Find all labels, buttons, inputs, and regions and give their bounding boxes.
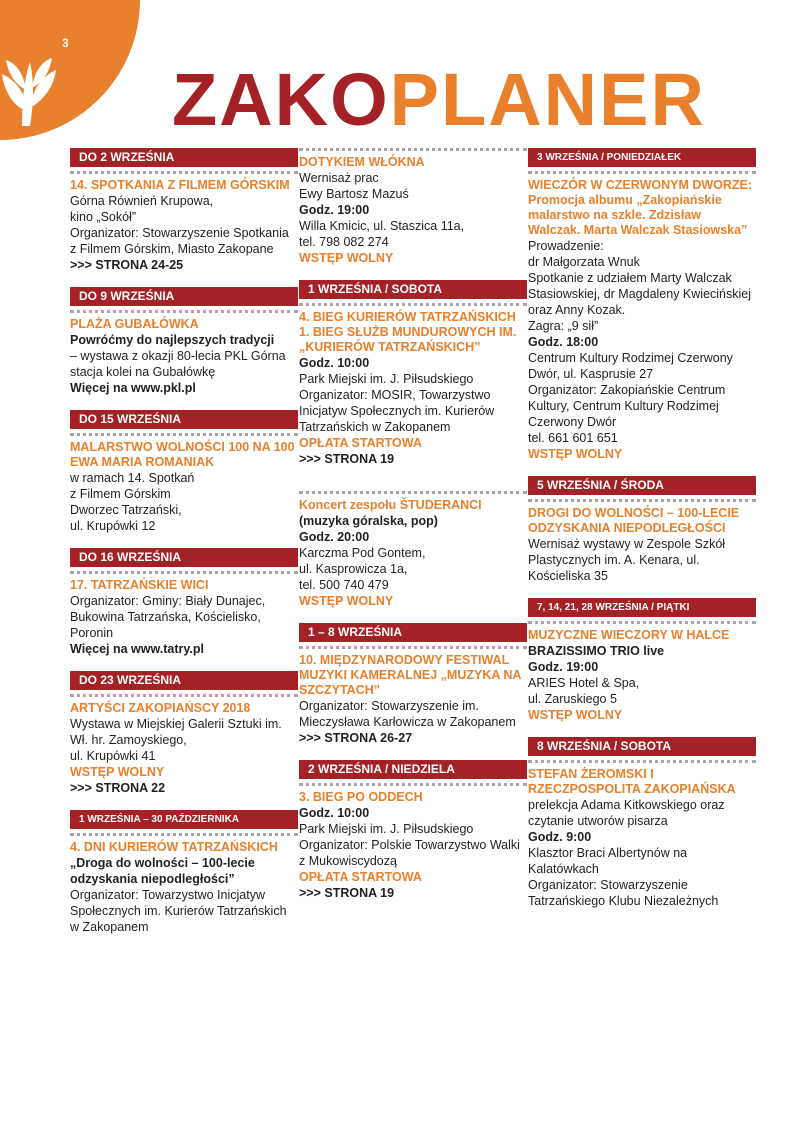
event [70,176,298,279]
event [70,699,298,802]
dotted-divider [528,621,756,624]
event [70,438,298,540]
column-3 [528,140,756,915]
event [528,765,756,915]
event-title: 4. DNI KURIERÓW TATRZAŃSKICH [70,840,278,854]
dotted-divider [299,783,527,786]
date-header: 1 – 8 WRZEŚNIA [299,623,527,642]
event-line: ul. Kasprowicza 1a, [299,562,408,576]
dotted-divider [70,171,298,174]
dotted-divider [528,499,756,502]
page-reference: >>> STRONA 19 [299,452,395,466]
dotted-divider [70,433,298,436]
event-title: ARTYŚCI ZAKOPIAŃSCY 2018 [70,701,251,715]
event-phone: tel. 798 082 274 [299,235,389,249]
admission-info: WSTĘP WOLNY [299,594,394,608]
event [528,504,756,590]
event [299,153,527,272]
event-time: Godz. 10:00 [299,806,370,820]
page-reference: >>> STRONA 26-27 [299,731,413,745]
event-line: Górna Równień Krupowa, [70,194,214,208]
event-phone: tel. 661 601 651 [528,431,618,445]
event [70,838,298,941]
event-line: Organizator: MOSIR, Towarzystwo Inicjatyw Społecznych im. Kurierów Tatrzańskich w Zakopanem [299,388,495,434]
corner-decoration [0,0,140,140]
event [528,626,756,729]
more-info-link[interactable]: Więcej na www.tatry.pl [70,642,204,656]
event-subtitle: BRAZISSIMO TRIO live [528,644,665,658]
event-line: Wernisaż wystawy w Zespole Szkół Plastycznych im. A. Kenara, ul. Kościeliska 35 [528,537,726,583]
dotted-divider [70,694,298,697]
event-line: Ewy Bartosz Mazuś [299,187,409,201]
event-time: Godz. 20:00 [299,530,370,544]
date-header: 2 WRZEŚNIA / NIEDZIELA [299,760,527,779]
dotted-divider [299,491,527,494]
date-header: 3 WRZEŚNIA / PONIEDZIAŁEK [528,148,756,167]
event-time: Godz. 18:00 [528,335,599,349]
zakoplaner-logo [172,60,706,140]
admission-info: WSTĘP WOLNY [70,765,165,779]
event-line: Willa Kmicic, ul. Staszica 11a, [299,219,465,233]
event-line: kino „Sokół” [70,210,136,224]
event-line: Klasztor Braci Albertynów na Kalatówkach [528,846,688,876]
event-title: DOTYKIEM WŁÓKNA [299,155,425,169]
event-line: Zagra: „9 sił” [528,319,599,333]
dotted-divider [70,310,298,313]
event-line: Organizator: Stowarzyszenie Spotkania z Filmem Górskim, Miasto Zakopane [70,226,289,256]
event-subtitle: „Droga do wolności – 100-lecie odzyskania niepodległości” [70,856,255,886]
event-title: WIECZÓR W CZERWONYM DWORZE: Promocja albumu „Zakopiańskie malarstwo na szkle. Zdzisław Walczak. Marta Walczak Stasiowska” [528,178,753,237]
event-line: Organizator: Stowarzyszenie im. Mieczysława Karłowicza w Zakopanem [299,699,516,729]
event-line: – wystawa z okazji 80-lecia PKL Górna stacja kolei na Gubałówkę [70,349,286,379]
event-line: Spotkanie z udziałem Marty Walczak Stasiowskiej, dr Magdaleny Kwiecińskiej oraz Anny Kozak. [528,271,752,317]
event-title: 3. BIEG PO ODDECH [299,790,423,804]
event-line: prelekcja Adama Kitkowskiego oraz czytanie utworów pisarza [528,798,725,828]
event [70,315,298,402]
event-title: 14. SPOTKANIA Z FILMEM GÓRSKIM [70,178,290,192]
date-header: 1 WRZEŚNIA / SOBOTA [299,280,527,299]
dotted-divider [299,303,527,306]
event-title: STEFAN ŻEROMSKI I RZECZPOSPOLITA ZAKOPIAŃSKA [528,767,736,796]
date-header: DO 23 WRZEŚNIA [70,671,298,690]
page-reference: >>> STRONA 24-25 [70,258,184,272]
event-time: Godz. 9:00 [528,830,592,844]
event [528,176,756,468]
event-line: dr Małgorzata Wnuk [528,255,640,269]
event [299,308,527,473]
event-line: Karczma Pod Gontem, [299,546,426,560]
event-line: ARIES Hotel & Spa, [528,676,640,690]
event-line: Wystawa w Miejskiej Galerii Sztuki im. Wł. hr. Zamoyskiego, [70,717,282,747]
column-1 [70,140,298,941]
logo-part-planer: PLANER [389,58,706,141]
event-line: Organizator: Gminy: Biały Dunajec, Bukowina Tatrzańska, Kościelisko, Poronin [70,594,266,640]
page-reference: >>> STRONA 19 [299,886,395,900]
dotted-divider [528,760,756,763]
event-time: Godz. 10:00 [299,356,370,370]
date-header: DO 15 WRZEŚNIA [70,410,298,429]
date-header: 7, 14, 21, 28 WRZEŚNIA / PIĄTKI [528,598,756,617]
event-line: Park Miejski im. J. Piłsudskiego [299,822,474,836]
event [70,576,298,663]
dotted-divider [70,571,298,574]
event-line: ul. Krupówki 41 [70,749,156,763]
date-header: 8 WRZEŚNIA / SOBOTA [528,737,756,756]
event-line: Organizator: Towarzystwo Inicjatyw Społecznych im. Kurierów Tatrzańskich w Zakopanem [70,888,287,934]
dotted-divider [528,171,756,174]
event-time: Godz. 19:00 [299,203,370,217]
date-header: DO 9 WRZEŚNIA [70,287,298,306]
event-line: Park Miejski im. J. Piłsudskiego [299,372,474,386]
admission-info: WSTĘP WOLNY [528,447,623,461]
date-header: DO 2 WRZEŚNIA [70,148,298,167]
admission-info: WSTĘP WOLNY [299,251,394,265]
admission-info: WSTĘP WOLNY [528,708,623,722]
event [299,651,527,752]
admission-info: OPŁATA STARTOWA [299,436,422,450]
event-line: Organizator: Polskie Towarzystwo Walki z Mukowiscydozą [299,838,520,868]
date-header: DO 16 WRZEŚNIA [70,548,298,567]
page-number: 3 [62,36,69,50]
event-line: z Filmem Górskim [70,487,171,501]
event-line: ul. Krupówki 12 [70,519,156,533]
logo-part-zako: ZAKO [172,58,390,141]
column-2 [299,140,527,907]
event-title: 17. TATRZAŃSKIE WICI [70,578,209,592]
event-line: Wernisaż prac [299,171,379,185]
date-header: 1 WRZEŚNIA – 30 PAŹDZIERNIKA [70,810,298,829]
admission-info: OPŁATA STARTOWA [299,870,422,884]
event [299,496,527,615]
event-time: Godz. 19:00 [528,660,599,674]
event-title: PLAŻA GUBAŁÓWKA [70,317,199,331]
dotted-divider [299,148,527,151]
event-line: Organizator: Zakopiańskie Centrum Kultury, Centrum Kultury Rodzimej Czerwony Dwór [528,383,726,429]
event-title: 4. BIEG KURIERÓW TATRZAŃSKICH 1. BIEG SŁUŻB MUNDUROWYCH IM. „KURIERÓW TATRZAŃSKICH” [299,310,517,354]
event [299,788,527,907]
event-subtitle: (muzyka góralska, pop) [299,514,438,528]
event-subtitle: Powróćmy do najlepszych tradycji [70,333,275,347]
event-title: MALARSTWO WOLNOŚCI 100 NA 100 EWA MARIA ROMANIAK [70,440,295,469]
dotted-divider [299,646,527,649]
event-title: DROGI DO WOLNOŚCI – 100-LECIE ODZYSKANIA NIEPODLEGŁOŚCI [528,506,740,535]
event-line: Centrum Kultury Rodzimej Czerwony Dwór, ul. Kasprusie 27 [528,351,733,381]
event-line: ul. Zaruskiego 5 [528,692,617,706]
event-phone: tel. 500 740 479 [299,578,389,592]
event-line: Prowadzenie: [528,239,604,253]
event-title: MUZYCZNE WIECZORY W HALCE [528,628,730,642]
page-reference: >>> STRONA 22 [70,781,166,795]
event-title: Koncert zespołu ŠTUDERANCI [299,498,482,512]
event-line: Dworzec Tatrzański, [70,503,182,517]
event-line: Organizator: Stowarzyszenie Tatrzańskiego Klubu Niezależnych [528,878,719,908]
more-info-link[interactable]: Więcej na www.pkl.pl [70,381,196,395]
date-header: 5 WRZEŚNIA / ŚRODA [528,476,756,495]
event-line: w ramach 14. Spotkań [70,471,195,485]
dotted-divider [70,833,298,836]
event-title: 10. MIĘDZYNARODOWY FESTIWAL MUZYKI KAMERALNEJ „MUZYKA NA SZCZYTACH” [299,653,521,697]
